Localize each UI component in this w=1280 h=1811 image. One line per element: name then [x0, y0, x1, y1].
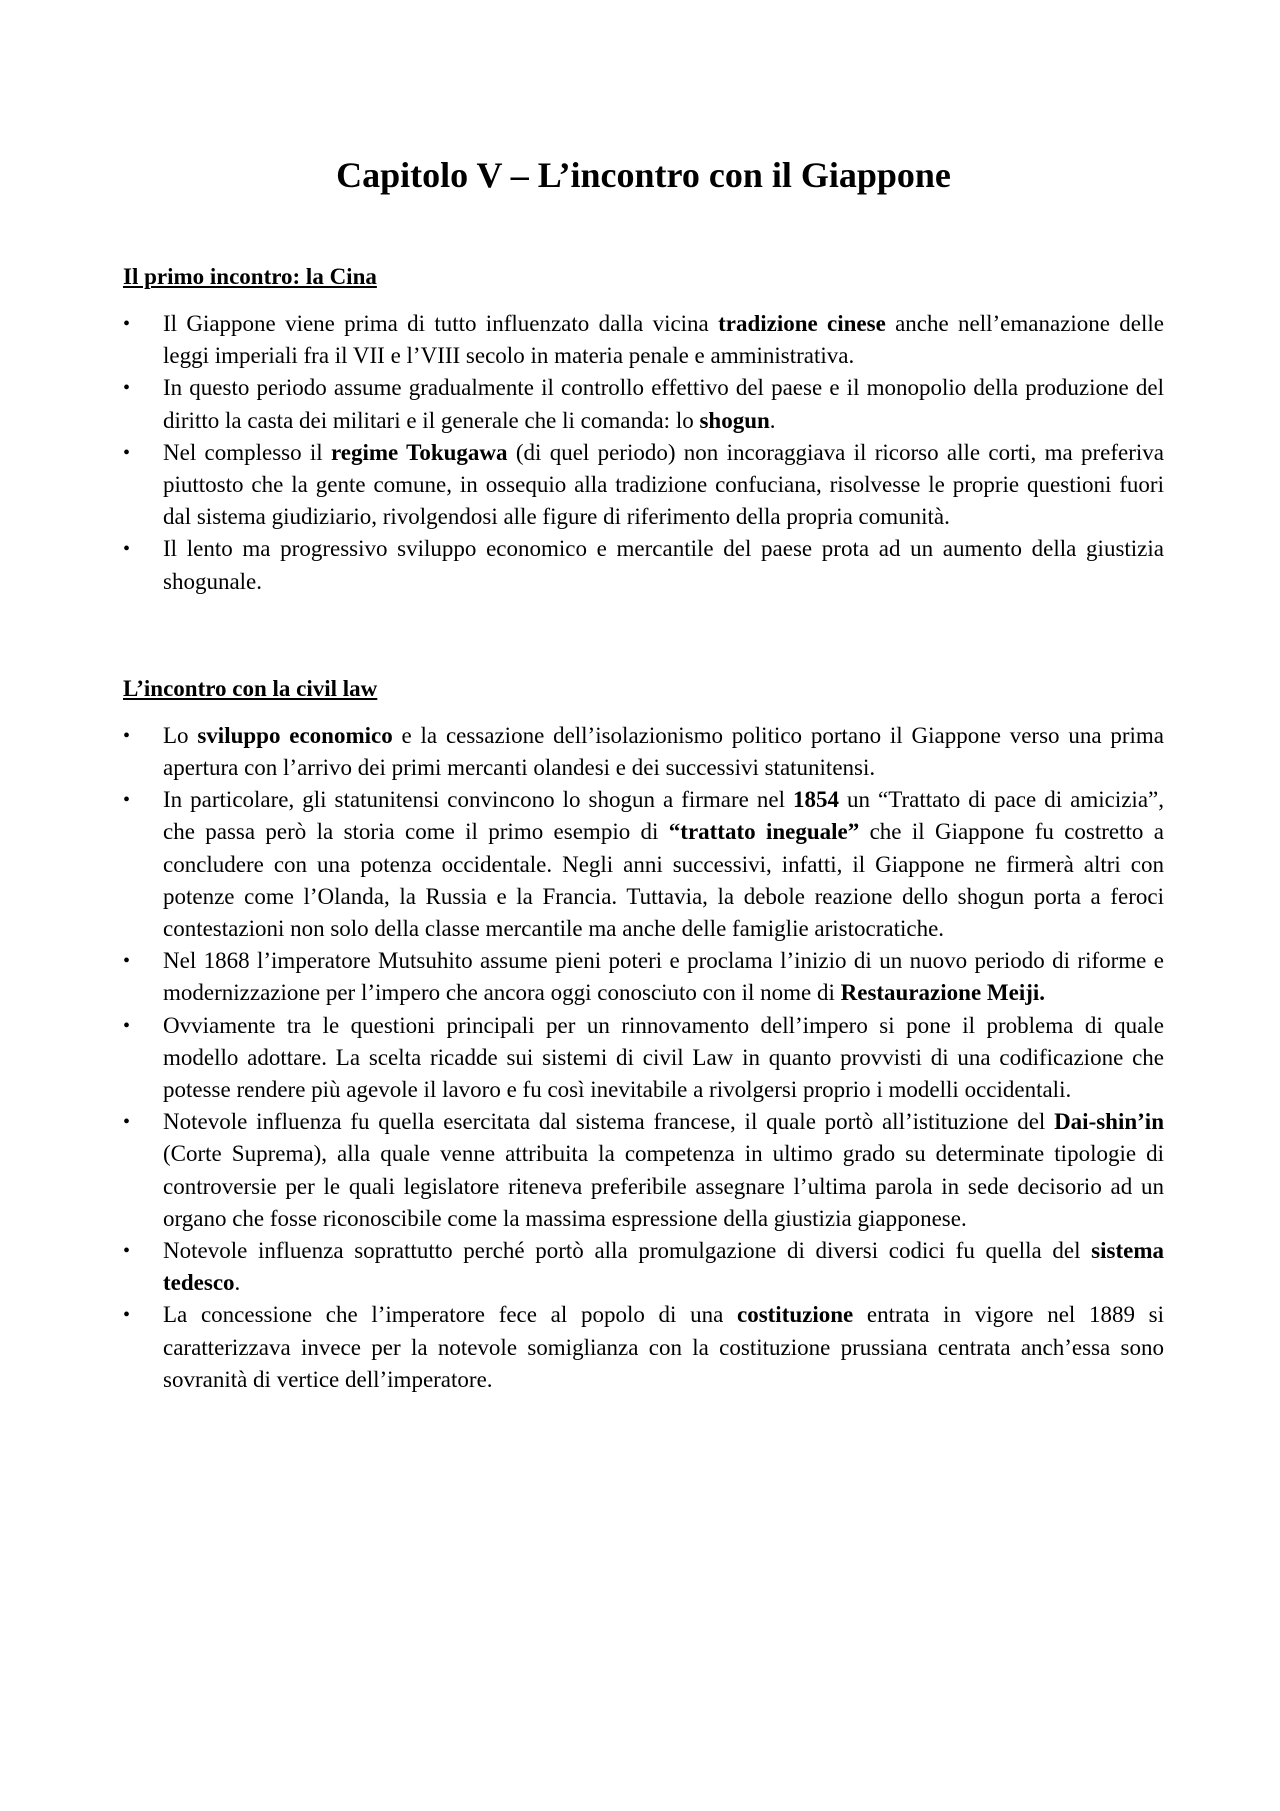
bullet-list-cina — [123, 308, 1164, 598]
bullet-icon: • — [123, 377, 131, 400]
bullet-icon: • — [123, 538, 131, 561]
list-item: • In questo periodo assume gradualmente il controllo effettivo del paese e il monopolio della produzione del diritto la casta dei militari e il generale che li comanda: lo shogun. — [123, 372, 1164, 436]
list-item: • Nel 1868 l’imperatore Mutsuhito assume pieni poteri e proclama l’inizio di un nuovo periodo di riforme e modernizzazione per l’impero che ancora oggi conosciuto con il nome di Restaurazione Meiji. — [123, 945, 1164, 1009]
bullet-icon: • — [123, 1014, 131, 1037]
list-item: • Il Giappone viene prima di tutto influenzato dalla vicina tradizione cinese anche nell’emanazione delle leggi imperiali fra il VII e l’VIII secolo in materia penale e amministrativa. — [123, 308, 1164, 372]
list-item: • In particolare, gli statunitensi convincono lo shogun a firmare nel 1854 un “Trattato di pace di amicizia”, che passa però la storia come il primo esempio di “trattato ineguale” che il Giappone fu costretto a concludere con una potenza occidentale. Negli anni successivi, infatti, il Giappone ne firmerà altri con potenze come l’Olanda, la Russia e la Francia. Tuttavia, la debole reazione dello shogun porta a feroci contestazioni non solo della classe mercantile ma anche delle famiglie aristocratiche. — [123, 784, 1164, 945]
bullet-icon: • — [123, 1304, 131, 1327]
bullet-icon: • — [123, 1240, 131, 1263]
list-item: • La concessione che l’imperatore fece al popolo di una costituzione entrata in vigore nel 1889 si caratterizzava invece per la notevole somiglianza con la costituzione prussiana centrata anch’essa sono sovranità di vertice dell’imperatore. — [123, 1299, 1164, 1396]
section-heading-civil-law: L’incontro con la civil law — [123, 675, 378, 701]
list-item: • Nel complesso il regime Tokugawa (di quel periodo) non incoraggiava il ricorso alle corti, ma preferiva piuttosto che la gente comune, in ossequio alla tradizione confuciana, risolvesse le proprie questioni fuori dal sistema giudiziario, rivolgendosi alle figure di riferimento della propria comunità. — [123, 437, 1164, 534]
list-item: • Ovviamente tra le questioni principali per un rinnovamento dell’impero si pone il problema di quale modello adottare. La scelta ricadde sui sistemi di civil Law in quanto provvisti di una codificazione che potesse rendere più agevole il lavoro e fu così inevitabile a rivolgersi proprio i modelli occidentali. — [123, 1010, 1164, 1107]
list-item: • Notevole influenza fu quella esercitata dal sistema francese, il quale portò all’istituzione del Dai-shin’in (Corte Suprema), alla quale venne attribuita la competenza in ultimo grado su determinate tipologie di controversie per le quali legislatore riteneva preferibile assegnare l’ultima parola in sede decisorio ad un organo che fosse riconoscibile come la massima espressione della giustizia giapponese. — [123, 1106, 1164, 1235]
list-item: • Il lento ma progressivo sviluppo economico e mercantile del paese prota ad un aumento della giustizia shogunale. — [123, 533, 1164, 597]
bullet-list-civil-law — [123, 720, 1164, 1396]
list-item: • Notevole influenza soprattutto perché portò alla promulgazione di diversi codici fu quella del sistema tedesco. — [123, 1235, 1164, 1299]
bullet-icon: • — [123, 441, 131, 464]
bullet-icon: • — [123, 789, 131, 812]
section-heading-cina: Il primo incontro: la Cina — [123, 264, 377, 289]
list-item: • Lo sviluppo economico e la cessazione dell’isolazionismo politico portano il Giappone verso una prima apertura con l’arrivo dei primi mercanti olandesi e dei successivi statunitensi. — [123, 720, 1164, 784]
bullet-icon: • — [123, 313, 131, 335]
bullet-icon: • — [123, 950, 131, 973]
bullet-icon: • — [123, 724, 131, 747]
bullet-icon: • — [123, 1111, 131, 1134]
page-title: Capitolo V – L’incontro con il Giappone — [336, 155, 951, 195]
